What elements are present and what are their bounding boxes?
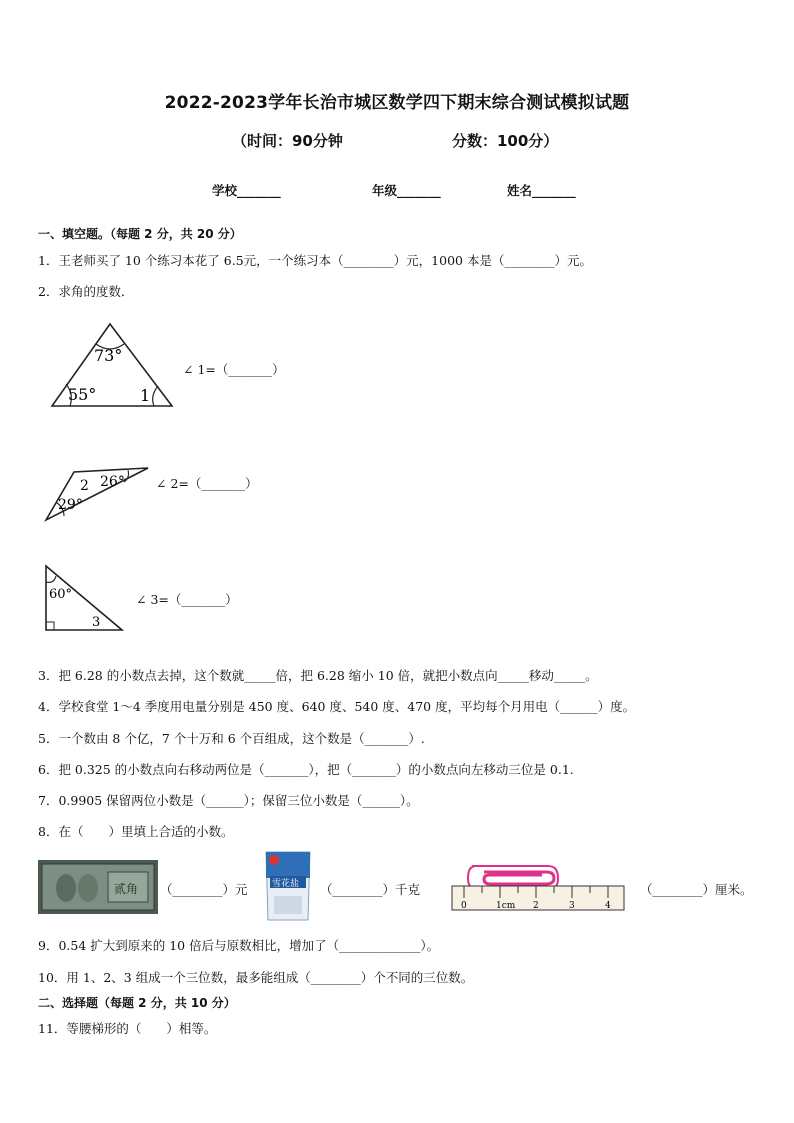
question-7: 7．0.9905 保留两位小数是（______）；保留三位小数是（______）。 — [38, 793, 419, 808]
question-8-money-answer: （________）元 — [160, 882, 248, 897]
question-9: 9．0.54 扩大到原来的 10 倍后与原数相比，增加了（_____________）。 — [38, 938, 440, 953]
triangle-2-angle-2: 2 — [80, 478, 89, 494]
exam-score: 分数：100分） — [452, 132, 559, 150]
school-field: 学校_______ — [212, 183, 281, 198]
ruler-tick-3: 3 — [569, 901, 575, 911]
triangle-3-figure — [42, 562, 128, 636]
triangle-2-angle-29: 29° — [58, 497, 83, 513]
triangle-3-angle-60: 60° — [49, 587, 73, 602]
triangle-1-left-angle: 55° — [68, 385, 97, 404]
triangle-2-angle-26: 26° — [100, 474, 125, 490]
salt-bag-label: 雪花盐 — [272, 879, 300, 889]
page-title: 2022-2023学年长治市城区数学四下期末综合测试模拟试题 — [164, 93, 630, 113]
section-choice: 二、选择题（每题 2 分，共 10 分） — [38, 996, 236, 1010]
angle-3-answer: ∠ 3=（_______） — [136, 592, 238, 607]
question-6: 6．把 0.325 的小数点向右移动两位是（_______），把（_______）的小数点向左移动三位是 0.1. — [38, 762, 574, 777]
ruler-tick-0: 0 — [461, 901, 467, 911]
angle-1-answer: ∠ 1=（_______） — [183, 362, 285, 377]
question-3: 3．把 6.28 的小数点去掉，这个数就_____倍，把 6.28 缩小 10 倍，就把小数点向_____移动_____。 — [38, 668, 598, 683]
question-2: 2．求角的度数． — [38, 284, 134, 299]
triangle-1-right-angle: 1 — [140, 386, 151, 405]
grade-field: 年级_______ — [372, 183, 441, 198]
section-fill-blank: 一、填空题。（每题 2 分，共 20 分） — [38, 227, 242, 241]
question-1: 1．王老师买了 10 个练习本花了 6.5元，一个练习本（________）元，1000 本是（________）元。 — [38, 253, 592, 268]
triangle-2-figure — [44, 464, 154, 524]
triangle-1-top-angle: 73° — [94, 346, 123, 365]
triangle-3-angle-3: 3 — [92, 615, 101, 630]
question-11: 11．等腰梯形的（ ）相等。 — [38, 1021, 217, 1036]
question-4: 4．学校食堂 1～4 季度用电量分别是 450 度、640 度、540 度、470 度，平均每个月用电（______）度。 — [38, 699, 636, 714]
banknote-image — [38, 860, 158, 914]
question-8-weight-answer: （________）千克 — [320, 882, 421, 897]
banknote-label: 贰角 — [114, 882, 139, 896]
name-field: 姓名_______ — [507, 183, 576, 198]
question-8: 8．在（ ）里填上合适的小数。 — [38, 824, 234, 839]
ruler-with-paperclip-image — [450, 858, 630, 914]
ruler-tick-4: 4 — [605, 901, 611, 911]
salt-bag-image — [262, 846, 314, 926]
ruler-tick-1cm: 1cm — [496, 901, 516, 911]
exam-time: （时间：90分钟 — [232, 132, 343, 150]
question-8-length-answer: （________）厘米。 — [640, 882, 753, 897]
triangle-1-figure — [48, 320, 178, 412]
question-5: 5．一个数由 8 个亿，7 个十万和 6 个百组成，这个数是（_______）. — [38, 731, 425, 746]
question-10: 10．用 1、2、3 组成一个三位数，最多能组成（________）个不同的三位数。 — [38, 970, 474, 985]
ruler-tick-2: 2 — [533, 901, 539, 911]
angle-2-answer: ∠ 2=（_______） — [156, 476, 258, 491]
